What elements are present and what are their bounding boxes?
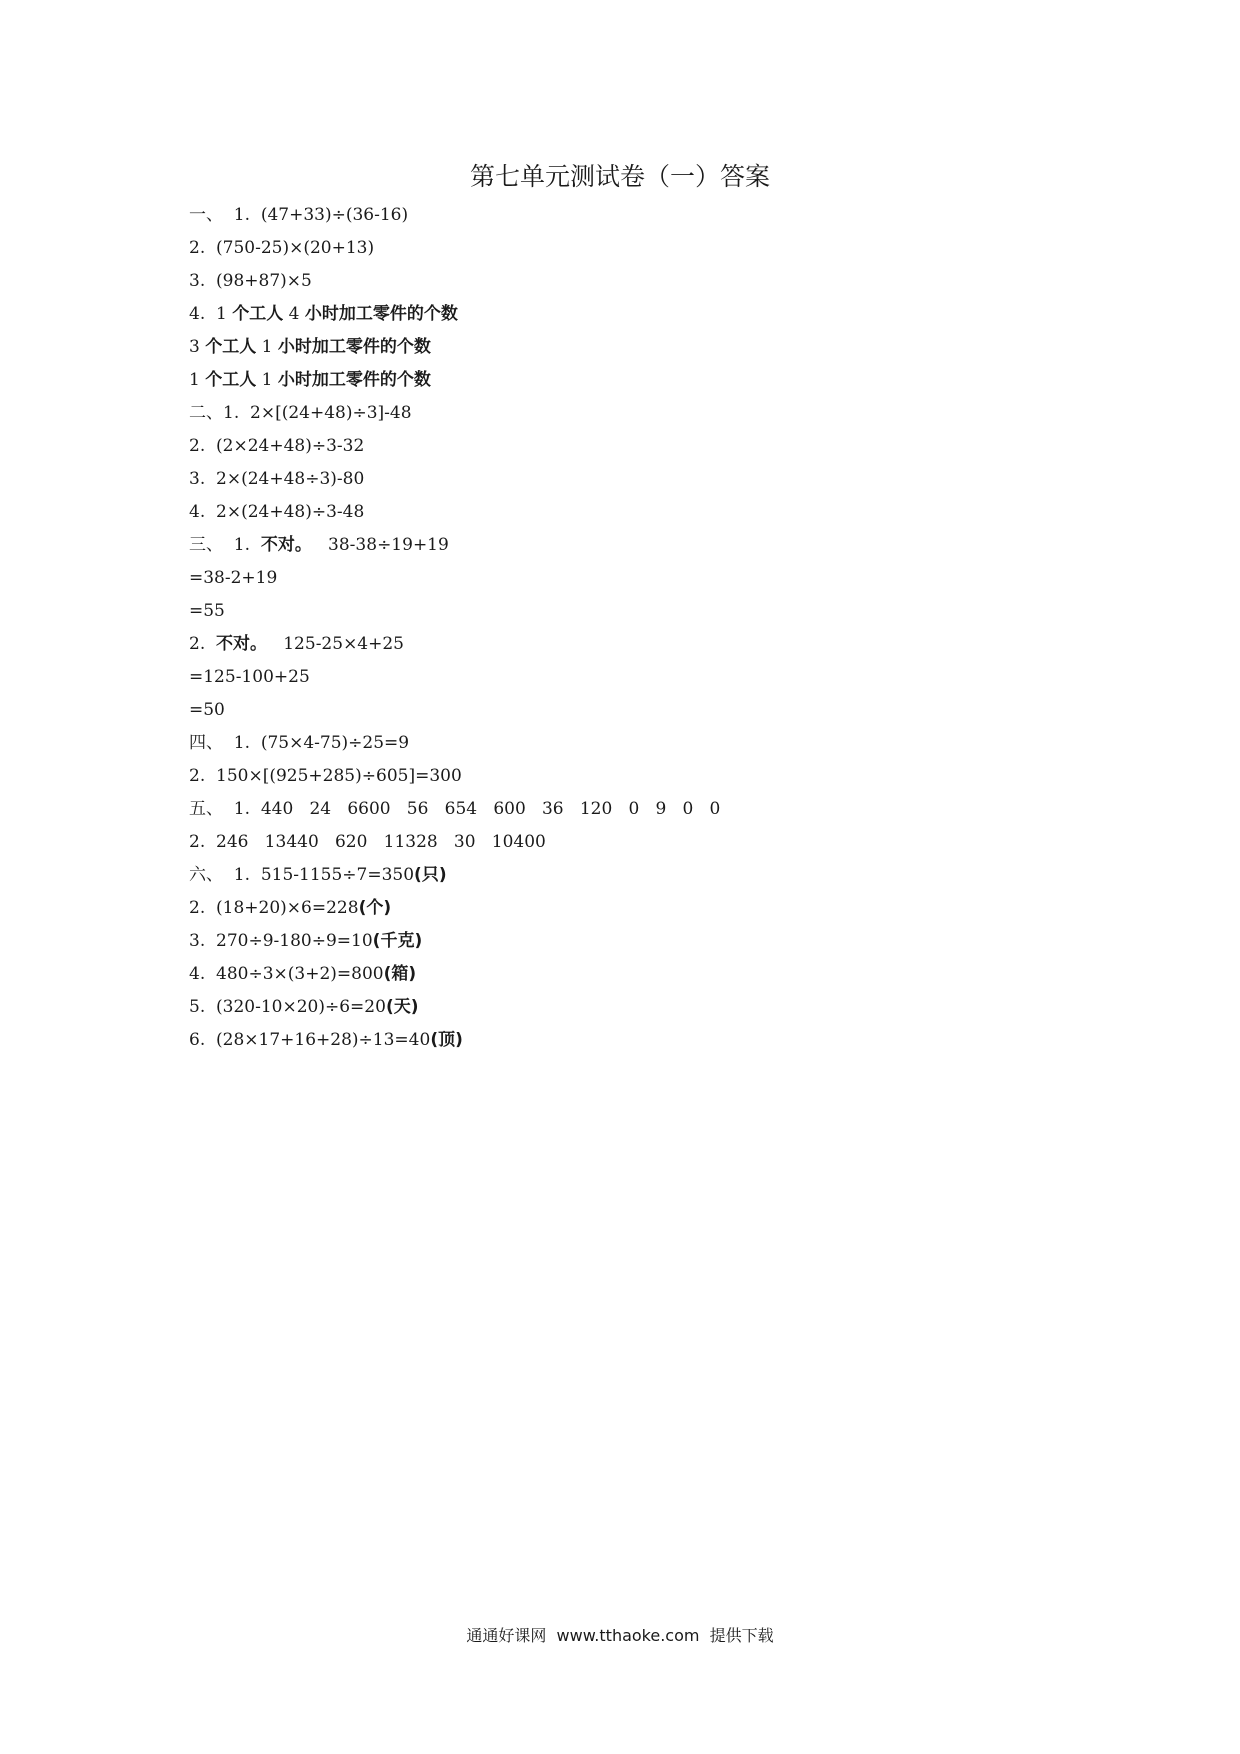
answer-line (189, 727, 1089, 760)
answer-line (189, 595, 1089, 628)
line-text: 2. (189, 634, 217, 654)
answer-line (189, 694, 1089, 727)
line-text: 5. (320-10×20)÷6=20 (189, 997, 386, 1017)
line-text: 3. 270÷9-180÷9=10 (189, 931, 373, 951)
line-text: 4. 480÷3×(3+2)=800 (189, 964, 384, 984)
line-text: 38-38÷19+19 (311, 535, 449, 555)
line-text: 五、 1. 440 24 6600 56 654 600 36 120 0 9 0 0 (189, 799, 721, 819)
answer-line (189, 265, 1089, 298)
answer-line (189, 628, 1089, 661)
unit-text: (顶) (430, 1030, 463, 1050)
line-text: 四、 1. (75×4-75)÷25=9 (189, 733, 410, 753)
line-text: 2. 246 13440 620 11328 30 10400 (189, 832, 546, 852)
answer-line (189, 793, 1089, 826)
line-text: 1 (256, 370, 278, 390)
line-text: 六、 1. 515-1155÷7=350 (189, 865, 415, 885)
bold-text: 小时加工零件的个数 (277, 337, 431, 357)
answer-line (189, 331, 1089, 364)
answer-line (189, 496, 1089, 529)
line-text: 2. (2×24+48)÷3-32 (189, 436, 365, 456)
bold-text: 个工人 (232, 304, 284, 324)
answer-line (189, 859, 1089, 892)
unit-text: (千克) (372, 931, 423, 951)
line-text: 1 (256, 337, 278, 357)
line-text: 4. 1 (189, 304, 233, 324)
answer-line (189, 892, 1089, 925)
line-text: 2. (750-25)×(20+13) (189, 238, 375, 258)
answer-line (189, 925, 1089, 958)
answer-list (189, 199, 1089, 1057)
line-text: 4. 2×(24+48)÷3-48 (189, 502, 365, 522)
line-text: 6. (28×17+16+28)÷13=40 (189, 1030, 431, 1050)
answer-line (189, 958, 1089, 991)
answer-line (189, 232, 1089, 265)
answer-line (189, 199, 1089, 232)
page-title: 第七单元测试卷（一）答案 (469, 162, 770, 191)
bold-text: 不对。 (260, 535, 312, 555)
line-text: 2. 150×[(925+285)÷605]=300 (189, 766, 462, 786)
line-text: 3 (189, 337, 206, 357)
bold-text: 个工人 (205, 370, 257, 390)
answer-line (189, 430, 1089, 463)
answer-line (189, 661, 1089, 694)
bold-text: 不对。 (216, 634, 268, 654)
bold-text: 小时加工零件的个数 (304, 304, 458, 324)
unit-text: (个) (358, 898, 392, 918)
answer-line (189, 298, 1089, 331)
answer-line (189, 991, 1089, 1024)
line-text: 125-25×4+25 (267, 634, 405, 654)
answer-line (189, 397, 1089, 430)
answer-line (189, 826, 1089, 859)
answer-line (189, 529, 1089, 562)
line-text: 3. 2×(24+48÷3)-80 (189, 469, 365, 489)
line-text: 3. (98+87)×5 (189, 271, 312, 291)
answer-line (189, 364, 1089, 397)
unit-text: (箱) (383, 964, 417, 984)
line-text: 二、1. 2×[(24+48)÷3]-48 (189, 403, 412, 423)
line-text: =38-2+19 (189, 568, 278, 588)
answer-line (189, 562, 1089, 595)
line-text: =125-100+25 (189, 667, 310, 687)
unit-text: (天) (385, 997, 419, 1017)
answer-line (189, 463, 1089, 496)
answer-line (189, 1024, 1089, 1057)
line-text: 1 (189, 370, 206, 390)
line-text: 三、 1. (189, 535, 261, 555)
line-text: =55 (189, 601, 225, 621)
line-text: 一、 1. (47+33)÷(36-16) (189, 205, 409, 225)
line-text: 4 (283, 304, 305, 324)
line-text: 2. (18+20)×6=228 (189, 898, 359, 918)
bold-text: 个工人 (205, 337, 257, 357)
answer-line (189, 760, 1089, 793)
bold-text: 小时加工零件的个数 (277, 370, 431, 390)
unit-text: (只) (414, 865, 447, 885)
footer-credit: 通通好课网 www.tthaoke.com 提供下载 (466, 1626, 774, 1645)
line-text: =50 (189, 700, 225, 720)
